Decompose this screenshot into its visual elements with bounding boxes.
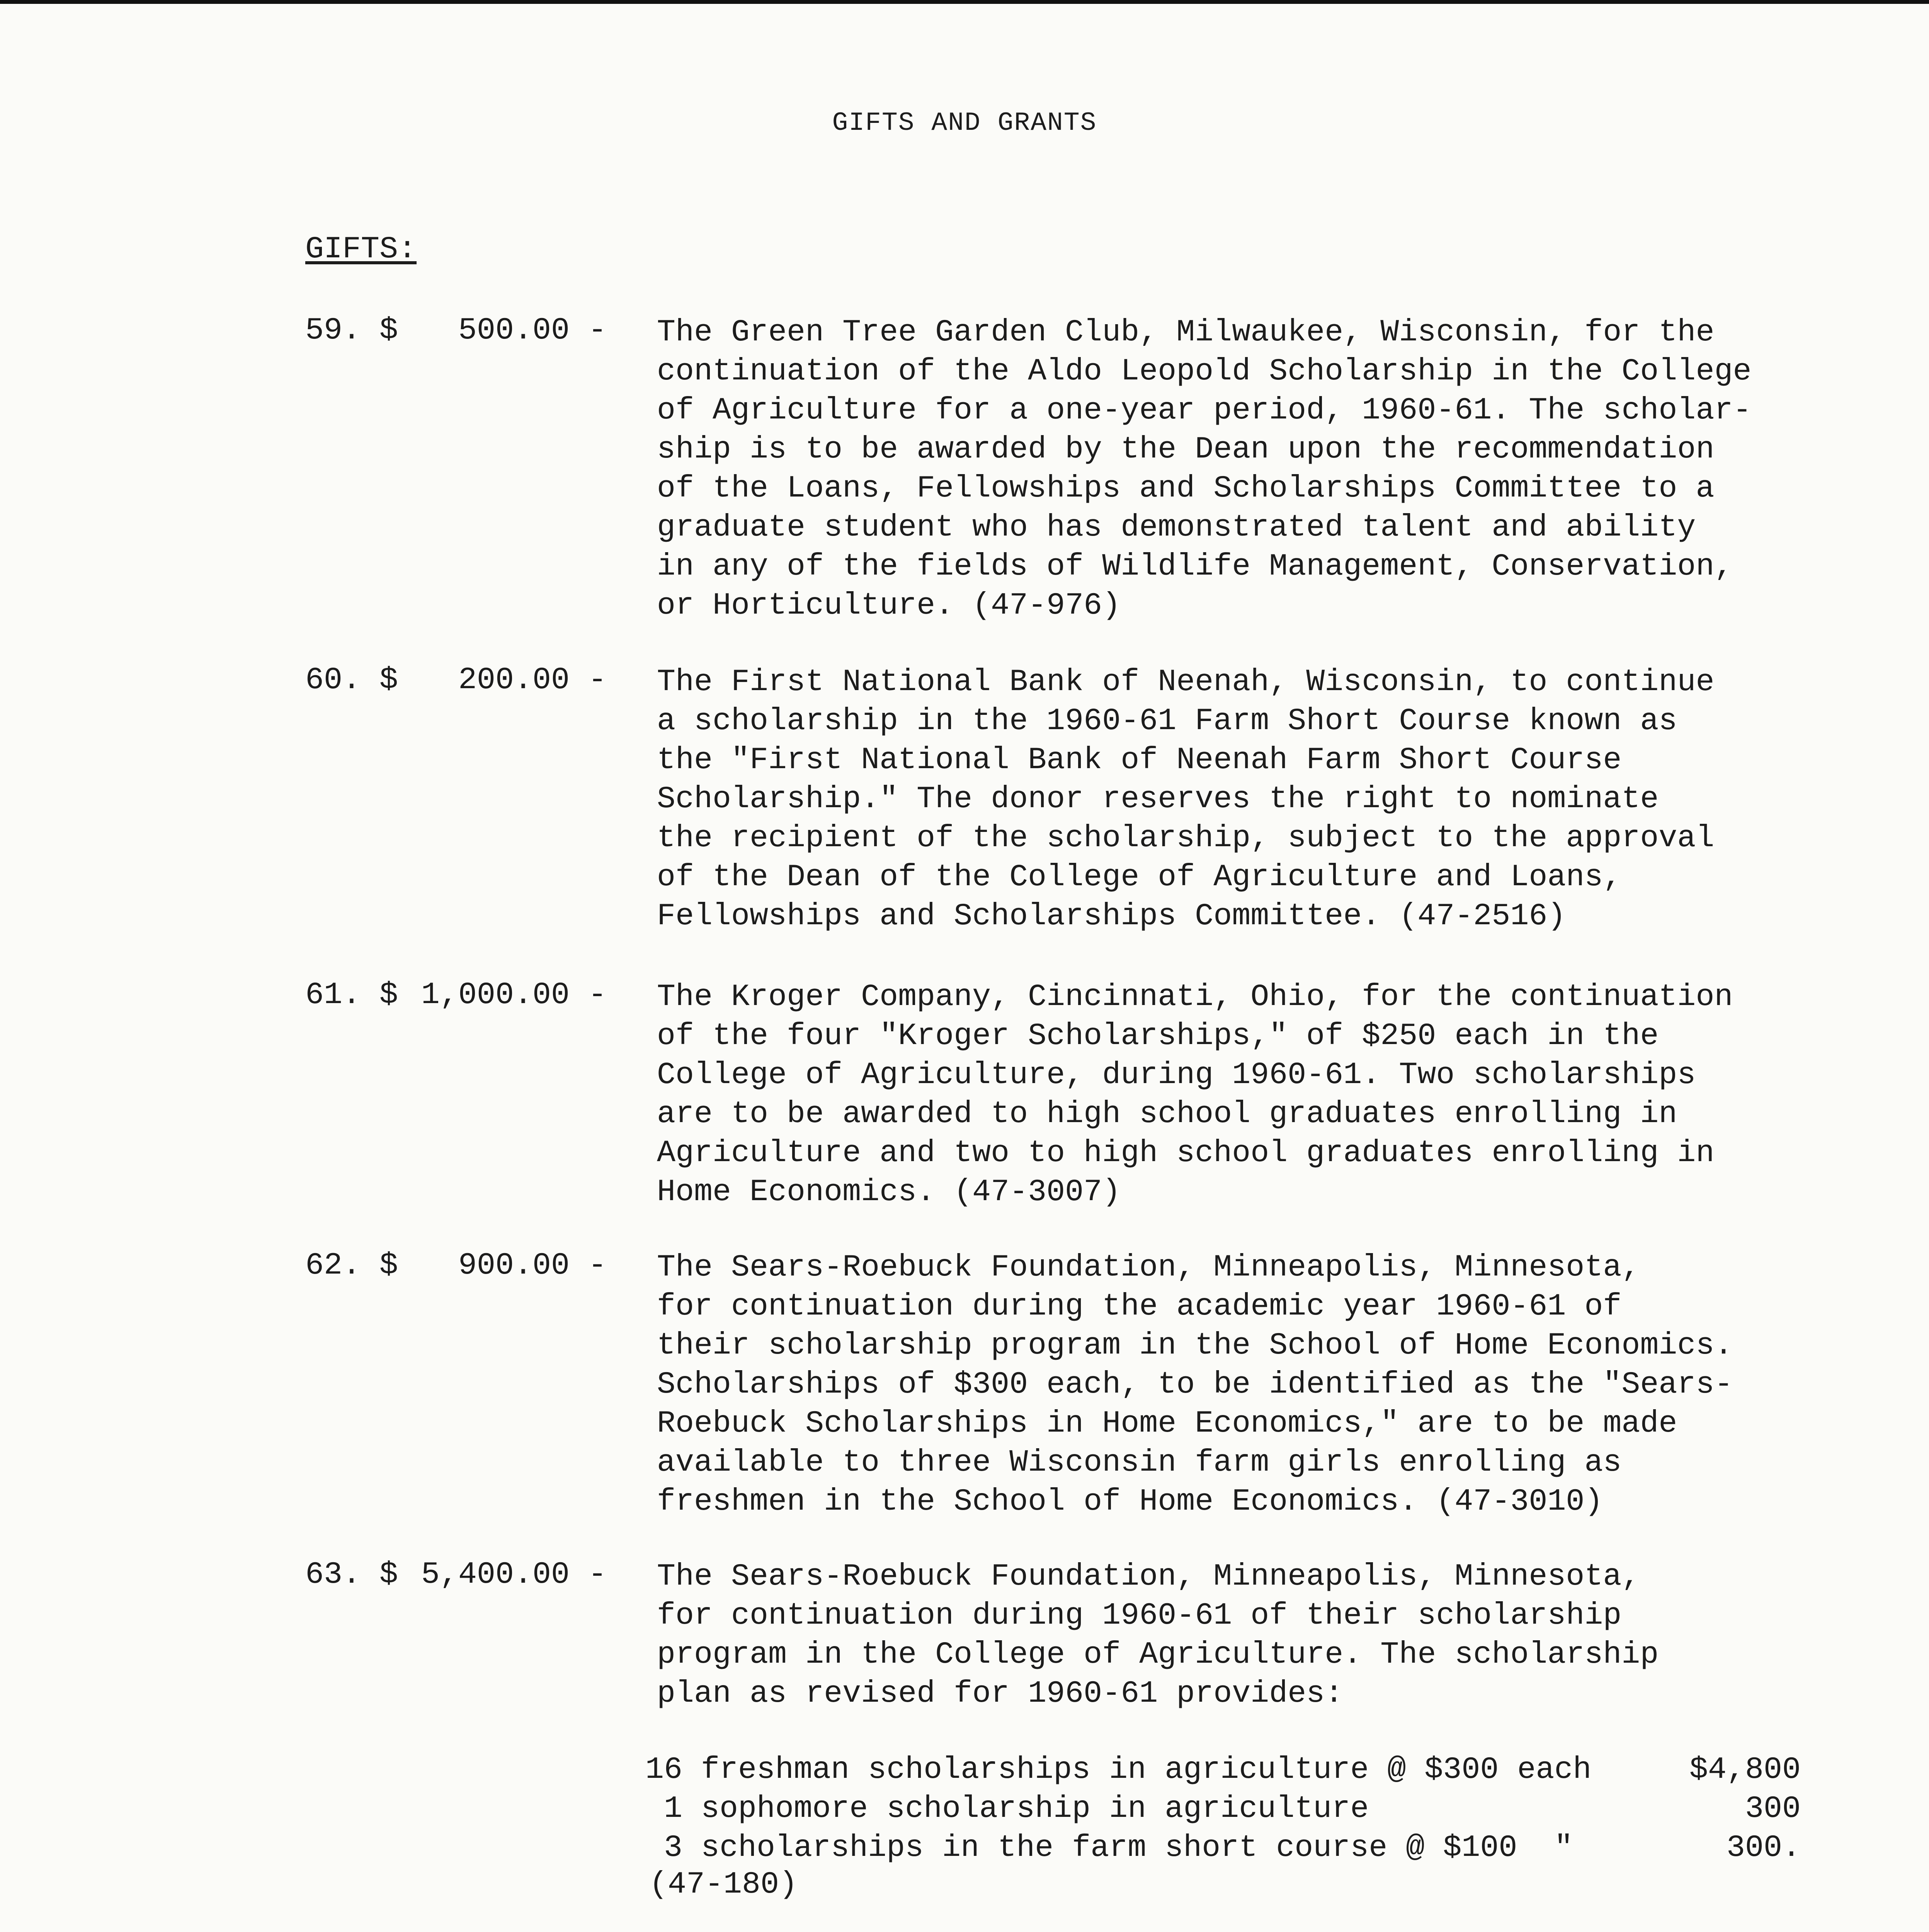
entry-amount: 1,000.00 - (421, 978, 607, 1013)
plan-reference: (47-180) (649, 1867, 798, 1902)
entry-description: The Kroger Company, Cincinnati, Ohio, for the continuation of the four "Kroger Scholarships," of $250 each in the College of Agriculture, during 1960-61. Two scholarships are to be awarded to high school graduates enrolling in Agriculture and two to high school graduates enrolling in Home Economics. (47-3007) (657, 980, 1733, 1210)
entry-number: 61. $ (305, 978, 398, 1013)
plan-item: 3 scholarships in the farm short course @ $100 " (645, 1830, 1573, 1866)
entry-amount: 5,400.00 - (421, 1557, 607, 1592)
entry-description: The Sears-Roebuck Foundation, Minneapolis, Minnesota, for continuation during 1960-61 of their scholarship program in the College of Agriculture. The scholarship plan as revised for 1960-61 provides: (657, 1559, 1659, 1711)
table-row (645, 1828, 1801, 1867)
entry-amount: 200.00 - (458, 663, 607, 698)
table-row (645, 1789, 1801, 1828)
plan-amount: 300. (1726, 1830, 1801, 1866)
plan-amount: $4,800 (1689, 1752, 1801, 1787)
entry-amount: 900.00 - (458, 1248, 607, 1283)
entry-description: The First National Bank of Neenah, Wisconsin, to continue a scholarship in the 1960-61 Farm Short Course known as the "First National Bank of Neenah Farm Short Course Scholarship." The donor reserves the right to nominate the recipient of the scholarship, subject to the approval of the Dean of the College of Agriculture and Loans, Fellowships and Scholarships Committee. (47-2516) (657, 665, 1715, 934)
entry-number: 59. $ (305, 313, 398, 348)
plan-item: 1 sophomore scholarship in agriculture (645, 1791, 1369, 1827)
plan-amount: 300 (1745, 1791, 1801, 1827)
entry-number: 62. $ (305, 1248, 398, 1283)
entry-description: The Green Tree Garden Club, Milwaukee, Wisconsin, for the continuation of the Aldo Leopold Scholarship in the College of Agriculture for a one-year period, 1960-61. The scholar- ship is to be awarded by the Dean upon the recommendation of the Loans, Fellowships and Scholarships Committee to a graduate student who has demonstrated talent and ability in any of the fields of Wildlife Management, Conservation, or Horticulture. (47-976) (657, 315, 1752, 623)
plan-item: 16 freshman scholarships in agriculture @ $300 each (645, 1752, 1592, 1787)
entry-amount: 500.00 - (458, 313, 607, 348)
page-title: GIFTS AND GRANTS (832, 108, 1097, 138)
entry-description: The Sears-Roebuck Foundation, Minneapolis, Minnesota, for continuation during the academic year 1960-61 of their scholarship program in the School of Home Economics. Scholarships of $300 each, to be identified as the "Sears- Roebuck Scholarships in Home Economics," are to be made available to three Wisconsin farm girls enrolling as freshmen in the School of Home Economics. (47-3010) (657, 1250, 1733, 1519)
section-heading-gifts: GIFTS: (305, 232, 417, 267)
table-row (645, 1750, 1801, 1789)
top-border-line (0, 0, 1929, 4)
entry-number: 63. $ (305, 1557, 398, 1592)
entry-number: 60. $ (305, 663, 398, 698)
scholarship-plan-table (645, 1750, 1801, 1867)
